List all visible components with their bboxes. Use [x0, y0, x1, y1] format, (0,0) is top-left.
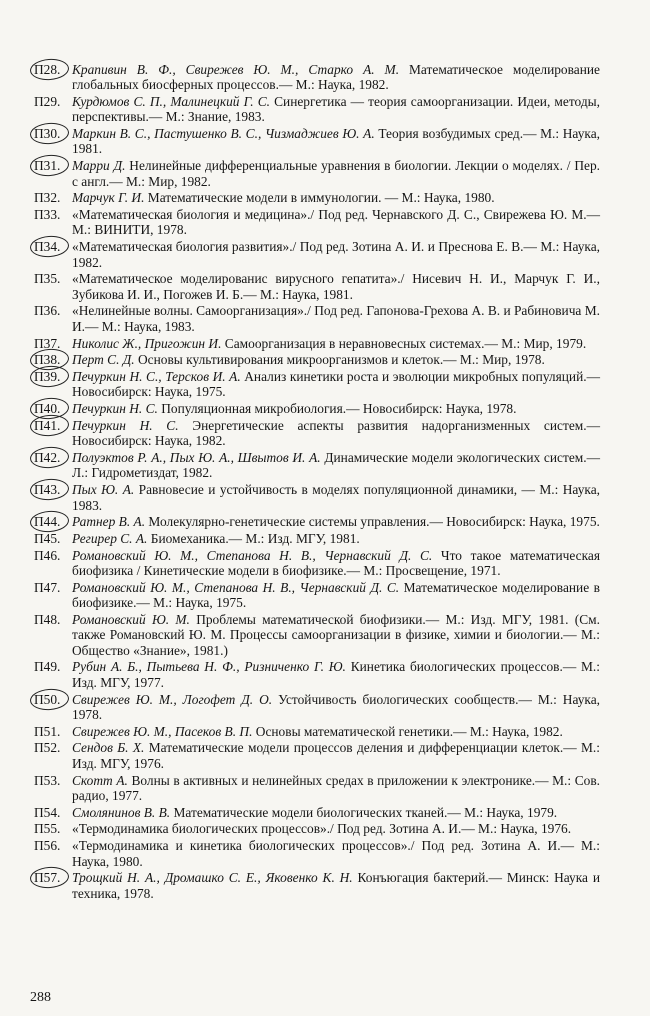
entry-number: П32.: [34, 190, 61, 206]
entry-number: П55.: [34, 821, 61, 837]
entry-text: Анализ кинетики роста и эволюции микробных популяций.— Новосибирск: Наука, 1975.: [72, 369, 600, 400]
entry-text: Математическое моделирование в биофизике.— М.: Наука, 1975.: [72, 580, 600, 611]
page-number: 288: [30, 990, 51, 1005]
bibliography-entry: [34, 805, 600, 820]
entry-authors: Маркин В. С., Пастушенко В. С., Чизмаджиев Ю. А.: [72, 126, 375, 142]
entry-number: П54.: [34, 804, 61, 820]
bibliography-entry: [34, 418, 600, 449]
entry-text: Нелинейные дифференциальные уравнения в биологии. Лекции о моделях. / Пер. с англ.— М.: Мир, 1982.: [72, 158, 600, 189]
bibliography-entry: [34, 580, 600, 611]
bibliography-entry: [34, 207, 600, 238]
entry-number: П34.: [34, 239, 70, 254]
entry-authors: Романовский Ю. М., Степанова Н. В., Чернавский Д. С.: [72, 580, 400, 595]
entry-text: Основы культивирования микроорганизмов и клеток.— М.: Мир, 1978.: [134, 352, 545, 368]
entry-number: П44.: [34, 514, 70, 529]
entry-number: П49.: [34, 659, 61, 675]
entry-number: П47.: [34, 580, 61, 595]
entry-text: «Нелинейные волны. Самоорганизация»./ Под ред. Гапонова-Грехова А. В. и Рабиновича М. И.— М.: Наука, 1983.: [72, 303, 600, 334]
entry-number: П31.: [34, 158, 70, 173]
entry-authors: Печуркин Н. С.: [72, 401, 158, 417]
bibliography-entry: [34, 190, 600, 205]
entry-number: П52.: [34, 740, 61, 756]
entry-number: П46.: [34, 547, 61, 563]
bibliography-entry: [34, 352, 600, 367]
entry-text: Равновесие и устойчивость в моделях популяционной динамики, — М.: Наука, 1983.: [72, 482, 600, 513]
entry-text: «Математическая биология развития»./ Под ред. Зотина А. И. и Преснова Е. В.— М.: Наука, 1982.: [72, 239, 600, 270]
entry-text: «Математическое моделированис вирусного гепатита»./ Нисевич Н. И., Марчук Г. И., Зубикова И. И., Погожев И. Б.— М.: Наука, 1981.: [72, 271, 600, 302]
entry-text: Синергетика — теория самоорганизации. Идеи, методы, перспективы.— М.: Знание, 1983.: [72, 94, 600, 125]
bibliography-entry: [34, 62, 600, 93]
entry-text: Математическое моделирование глобальных биосферных процессов.— М.: Наука, 1982.: [72, 62, 600, 93]
entry-number: П33.: [34, 207, 61, 223]
entry-number: П37.: [34, 335, 61, 351]
bibliography-entry: [34, 870, 600, 901]
entry-number: П57.: [34, 870, 70, 885]
bibliography-entry: [34, 482, 600, 513]
entry-authors: Марчук Г. И.: [72, 190, 145, 206]
entry-text: Кинетика биологических процессов.— М.: Изд. МГУ, 1977.: [72, 659, 600, 690]
entry-number: П40.: [34, 401, 70, 416]
entry-authors: Романовский Ю. М., Степанова Н. В., Чернавский Д. С.: [72, 547, 433, 563]
entry-authors: Пых Ю. А.: [72, 482, 135, 498]
entry-number: П38.: [34, 352, 70, 367]
entry-text: Устойчивость биологических сообществ.— М.: Наука, 1978.: [72, 691, 600, 722]
bibliography-entry: [34, 531, 600, 546]
bibliography-entry: [34, 401, 600, 416]
entry-number: П48.: [34, 612, 61, 628]
entry-text: Что такое математическая биофизика / Кинетические модели в биофизике.— М.: Просвещение, 1971.: [72, 547, 600, 579]
entry-authors: Свирежев Ю. М., Пасеков В. П.: [72, 723, 253, 739]
entry-authors: Сендов Б. Х.: [72, 740, 145, 756]
bibliography-entry: [34, 724, 600, 739]
bibliography-entry: [34, 838, 600, 869]
entry-text: «Математическая биология и медицина»./ Под ред. Чернавского Д. С., Свирежева Ю. М.— М.: ВИНИТИ, 1978.: [72, 207, 600, 238]
bibliography-entry: [34, 612, 600, 658]
entry-number: П43.: [34, 482, 70, 497]
bibliography-entry: [34, 740, 600, 771]
bibliography-entry: [34, 773, 600, 804]
entry-text: Волны в активных и нелинейных средах в приложении к электронике.— М.: Сов. радио, 1977.: [72, 772, 600, 803]
entry-number: П36.: [34, 303, 61, 319]
bibliography-entry: [34, 659, 600, 690]
entry-text: Биомеханика.— М.: Изд. МГУ, 1981.: [147, 531, 360, 547]
entry-authors: Марри Д.: [72, 158, 126, 174]
entry-number: П35.: [34, 271, 61, 287]
entry-authors: Перт С. Д.: [72, 352, 135, 368]
entry-authors: Ратнер В. А.: [72, 514, 146, 530]
entry-text: «Термодинамика и кинетика биологических процессов»./ Под ред. Зотина А. И.— М.: Наука, 1980.: [72, 838, 600, 869]
entry-text: Самоорганизация в неравновесных системах.— М.: Мир, 1979.: [221, 335, 587, 351]
entry-authors: Полуэктов Р. А., Пых Ю. А., Швытов И. А.: [72, 450, 321, 466]
entry-authors: Печуркин Н. С.: [72, 418, 179, 434]
bibliography-list: [34, 62, 600, 902]
entry-text: Молекулярно-генетические системы управления.— Новосибирск: Наука, 1975.: [145, 514, 600, 530]
entry-number: П50.: [34, 692, 70, 707]
bibliography-entry: [34, 336, 600, 351]
bibliography-entry: [34, 303, 600, 334]
entry-number: П28.: [34, 62, 70, 77]
entry-authors: Печуркин Н. С., Терсков И. А.: [72, 369, 241, 385]
entry-text: Динамические модели экологических систем.— Л.: Гидрометиздат, 1982.: [72, 450, 600, 481]
entry-number: П29.: [34, 94, 61, 110]
entry-text: Проблемы математической биофизики.— М.: Изд. МГУ, 1981. (См. также Романовский Ю. М. Процессы самоорганизации в физике, химии и биологии.— М.: Общество «Знание», 1981.): [72, 612, 601, 658]
bibliography-entry: [34, 158, 600, 189]
entry-authors: Курдюмов С. П., Малинецкий Г. С.: [72, 94, 270, 110]
entry-text: Основы математической генетики.— М.: Наука, 1982.: [252, 723, 563, 739]
entry-text: Математические модели процессов деления и дифференциации клеток.— М.: Изд. МГУ, 1976.: [72, 740, 600, 771]
entry-authors: Рубин А. Б., Пытьева Н. Ф., Ризниченко Г. Ю.: [72, 659, 346, 675]
entry-number: П39.: [34, 369, 70, 384]
entry-authors: Регирер С. А.: [72, 531, 148, 547]
bibliography-entry: [34, 514, 600, 529]
entry-text: Теория возбудимых сред.— М.: Наука, 1981.: [72, 126, 600, 157]
entry-authors: Смолянинов В. В.: [72, 804, 171, 820]
entry-number: П51.: [34, 723, 61, 739]
entry-text: Математические модели в иммунологии. — М.: Наука, 1980.: [144, 190, 495, 206]
bibliography-entry: [34, 94, 600, 125]
entry-text: «Термодинамика биологических процессов»./ Под ред. Зотина А. И.— М.: Наука, 1976.: [72, 821, 572, 837]
bibliography-entry: [34, 450, 600, 481]
bibliography-entry: [34, 126, 600, 157]
bibliography-entry: [34, 548, 600, 579]
entry-number: П53.: [34, 772, 61, 788]
bibliography-entry: [34, 369, 600, 400]
entry-authors: Николис Ж., Пригожин И.: [72, 335, 222, 351]
entry-authors: Трощкий Н. А., Дромашко С. Е., Яковенко К. Н.: [72, 870, 353, 886]
entry-text: Популяционная микробиология.— Новосибирск: Наука, 1978.: [157, 401, 517, 417]
entry-authors: Романовский Ю. М.: [72, 612, 190, 628]
bibliography-entry: [34, 692, 600, 723]
entry-text: Математические модели биологических тканей.— М.: Наука, 1979.: [170, 804, 558, 820]
entry-authors: Скотт А.: [72, 772, 128, 788]
entry-number: П45.: [34, 531, 61, 547]
bibliography-entry: [34, 821, 600, 836]
bibliography-entry: [34, 239, 600, 270]
entry-number: П41.: [34, 418, 70, 433]
bibliography-entry: [34, 271, 600, 302]
entry-authors: Свирежев Ю. М., Логофет Д. О.: [72, 691, 273, 707]
entry-text: Конъюгация бактерий.— Минск: Наука и техника, 1978.: [72, 870, 600, 901]
entry-text: Энергетические аспекты развития надорганизменных систем.— Новосибирск: Наука, 1982.: [72, 418, 600, 449]
entry-number: П42.: [34, 450, 70, 465]
entry-number: П56.: [34, 838, 61, 854]
entry-authors: Крапивин В. Ф., Свирежев Ю. М., Старко А. М.: [72, 62, 400, 77]
entry-number: П30.: [34, 126, 70, 141]
